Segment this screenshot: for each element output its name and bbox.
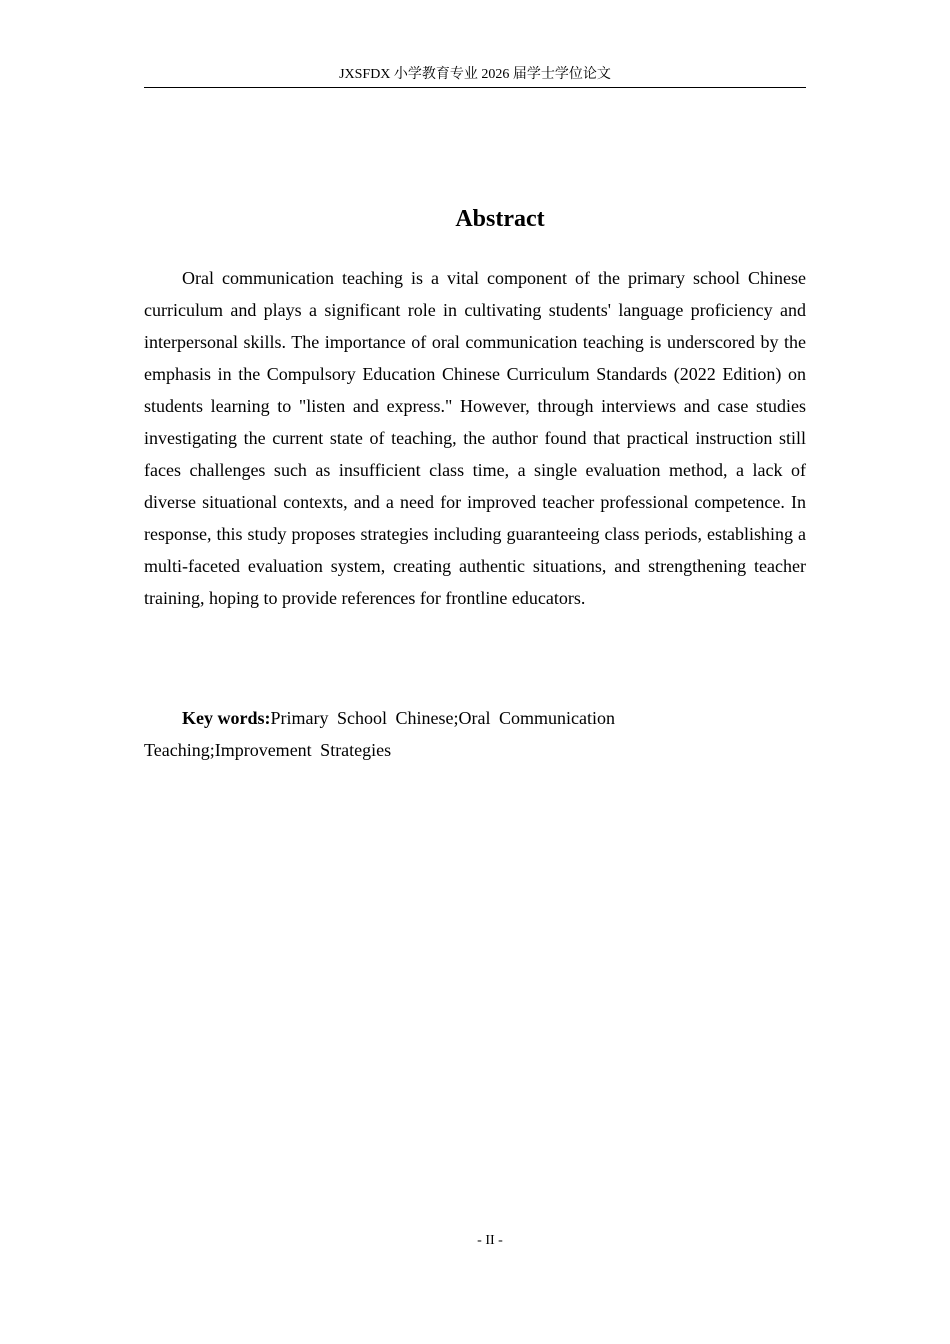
abstract-body: Oral communication teaching is a vital component of the primary school Chinese curriculum and plays a significant role in cultivating students' language proficiency and interpersonal skills. The importance of oral communication teaching is underscored by the emphasis in the Compulsory Education Chinese Curriculum Standards (2022 Edition) on students learning to "listen and express." However, through interviews and case studies investigating the current state of teaching, the author found that practical instruction still faces challenges such as insufficient class time, a single evaluation method, a lack of diverse situational contexts, and a need for improved teacher professional competence. In response, this study proposes strategies including guaranteeing class periods, establishing a multi-faceted evaluation system, creating authentic situations, and strengthening teacher training, hoping to provide references for frontline educators.: [144, 268, 806, 608]
page-number: - II -: [477, 1233, 503, 1248]
running-header: [144, 66, 806, 88]
running-header-text: JXSFDX 小学教育专业 2026 届学士学位论文: [339, 67, 611, 82]
keywords-text: Primary School Chinese;Oral Communication Teaching;Improvement Strategies: [144, 708, 615, 760]
keywords-label: Key words:: [182, 708, 271, 728]
keywords-paragraph: [144, 702, 664, 766]
abstract-title: Abstract: [455, 206, 545, 232]
